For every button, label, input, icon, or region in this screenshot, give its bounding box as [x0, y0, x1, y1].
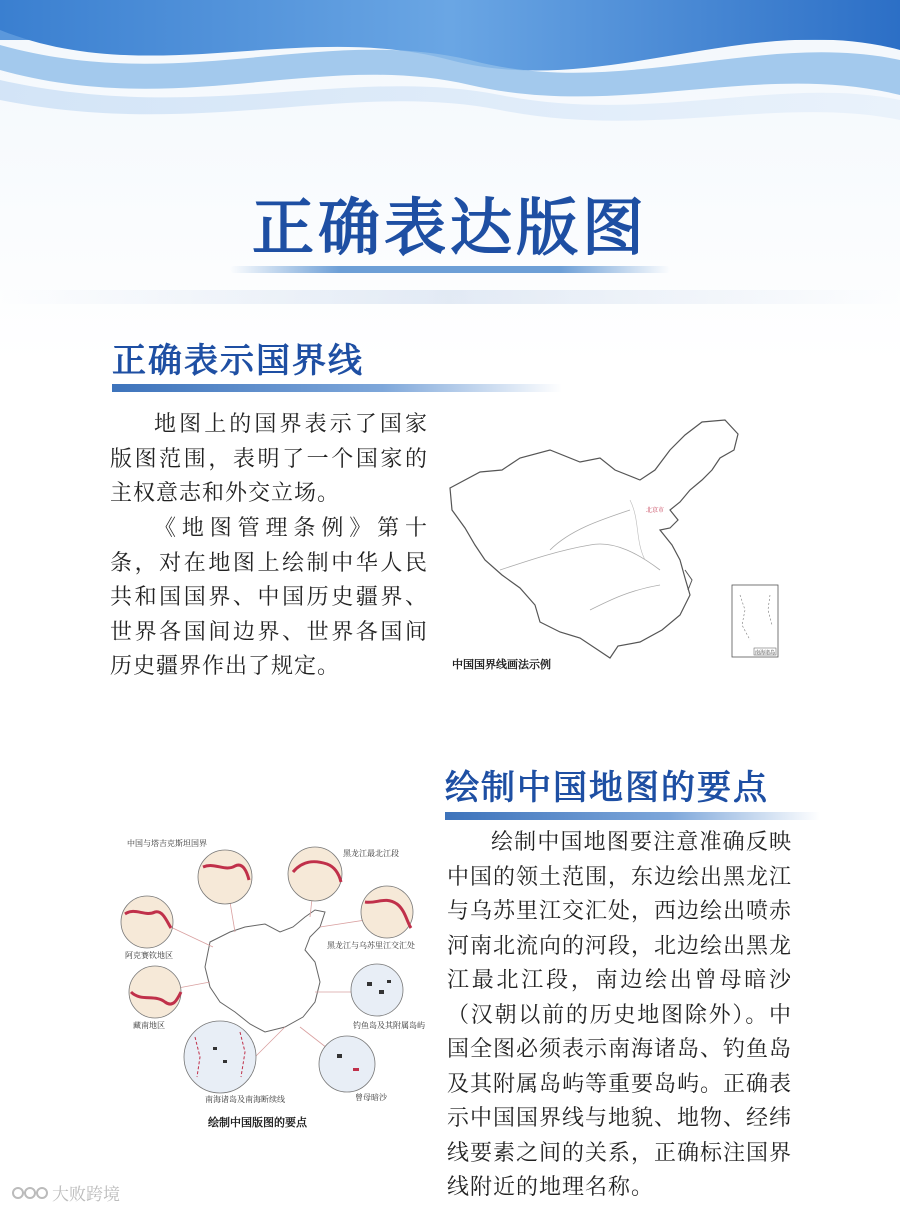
section1-heading: 正确表示国界线 — [112, 341, 364, 381]
callout-label-4: 黑龙江与乌苏里江交汇处 — [327, 941, 415, 950]
callout-label-8: 曾母暗沙 — [355, 1093, 387, 1102]
callout-label-2: 黑龙江最北江段 — [343, 849, 399, 858]
section1-heading-bar — [112, 384, 562, 392]
callout-label-1: 中国与塔吉克斯坦国界 — [127, 839, 207, 848]
china-border-map — [440, 410, 790, 675]
callout-label-3: 阿克赛钦地区 — [125, 951, 173, 960]
callout-confluence-circle — [361, 886, 413, 938]
watermark-text: 大败跨境 — [52, 1185, 120, 1205]
section1-paragraph-2: 《地图管理条例》第十条，对在地图上绘制中华人民共和国国界、中国历史疆界、世界各国间边界、世界各国间历史疆界作出了规定。 — [110, 516, 428, 679]
callout-tajikistan-circle — [198, 850, 252, 904]
callout-label-5: 藏南地区 — [133, 1021, 165, 1030]
section1-map-caption: 中国国界线画法示例 — [452, 658, 551, 671]
callout-south-tibet-circle — [129, 966, 181, 1018]
china-keypoints-map — [115, 832, 440, 1112]
south-china-sea-inset — [732, 585, 778, 657]
section2-paragraph: 绘制中国地图要注意准确反映中国的领土范围，东边绘出黑龙江与乌苏里江交汇处，西边绘出喷赤河南北流向的河段，北边绘出黑龙江最北江段，南边绘出曾母暗沙（汉朝以前的历史地图除外）。中国全图必须表示南海诸岛、钓鱼岛及其附属岛屿等重要岛屿。正确表示中国国界线与地貌、地物、经纬线要素之间的关系，正确标注国界线附近的地理名称。 — [447, 830, 793, 1200]
inset-label: 南海诸岛 — [755, 650, 776, 656]
section2-heading-bar — [445, 812, 820, 820]
capital-label: 北京市 — [646, 507, 665, 514]
section2-heading: 绘制中国地图的要点 — [445, 768, 769, 808]
header-wave-decoration — [0, 0, 900, 150]
callout-aksai-chin-circle — [121, 896, 173, 948]
callout-label-6: 钓鱼岛及其附属岛屿 — [353, 1021, 425, 1030]
section2-map-caption: 绘制中国版图的要点 — [208, 1116, 307, 1129]
callout-label-7: 南海诸岛及南海断续线 — [205, 1095, 285, 1104]
faint-decoration-row — [0, 290, 900, 304]
callout-zengmu-circle — [319, 1036, 375, 1092]
callout-heilongjiang-north-circle — [288, 847, 342, 901]
page-title: 正确表达版图 — [251, 191, 648, 264]
section1-paragraph-1: 地图上的国界表示了国家版图范围，表明了一个国家的主权意志和外交立场。 — [110, 412, 428, 506]
callout-south-china-sea-circle — [184, 1021, 256, 1093]
watermark — [12, 1180, 120, 1205]
callout-diaoyu-circle — [351, 964, 403, 1016]
title-underline — [230, 266, 670, 273]
watermark-logo-icon — [12, 1185, 48, 1201]
